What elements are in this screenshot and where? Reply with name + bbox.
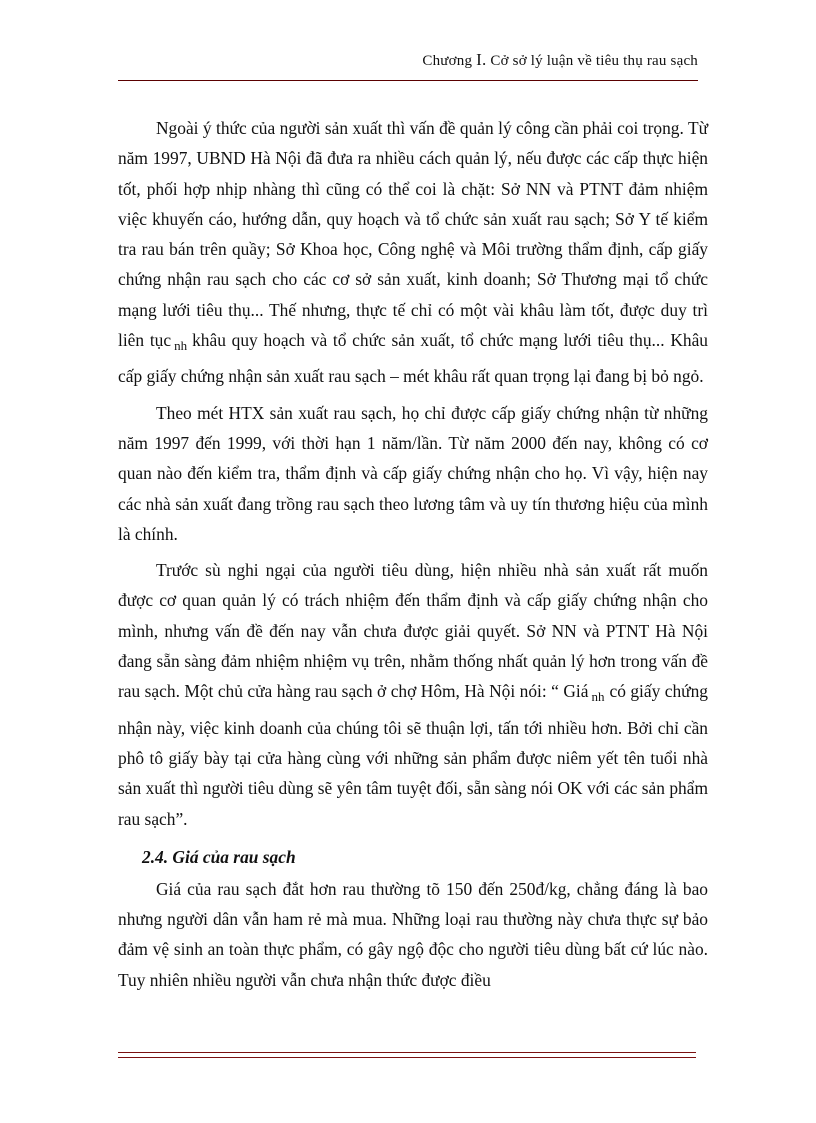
chapter-title: Cở sở lý luận về tiêu thụ rau sạch [490, 53, 698, 69]
paragraph-consumer-concern-text-a: Trước sù nghi ngại của người tiêu dùng, hiện nhiều nhà sản xuất rất muốn được cơ quan quản lý có trách nhiệm đến thẩm định và cấp giấy chứng nhận cho mình, nhưng vấn đề đến nay vẫn chưa được giải quyết. Sở NN và PTNT Hà Nội đang sẵn sàng đảm nhiệm nhiệm vụ trên, nhằm thống nhất quản lý hơn trong vấn đề rau sạch. Một chủ cửa hàng rau sạch ở chợ Hôm, Hà Nội nói: “ Giá [118, 560, 708, 702]
paragraph-management [118, 113, 708, 392]
paragraph-management-artifact: nh [174, 338, 188, 354]
paragraph-consumer-concern [118, 555, 708, 834]
chapter-prefix: Chương [422, 53, 473, 69]
paragraph-management-text-a: Ngoài ý thức của người sản xuất thì vấn đề quản lý công cần phải coi trọng. Từ năm 1997, UBND Hà Nội đã đưa ra nhiều cách quản lý, nếu được các cấp thực hiện tốt, phối hợp nhịp nhàng thì cũng có thể coi là chặt: Sở NN và PTNT đảm nhiệm việc khuyến cáo, hướng dẫn, quy hoạch và tổ chức sản xuất rau sạch; Sở Y tế kiểm tra rau bán trên quầy; Sở Khoa học, Công nghệ và Môi trường thẩm định, cấp giấy chứng nhận rau sạch cho các cơ sở sản xuất, kinh doanh; Sở Thương mại tổ chức mạng lưới tiêu thụ... Thế nhưng, thực tế chỉ có một vài khâu làm tốt, được duy trì liên tục [118, 118, 708, 351]
header-rule [118, 80, 698, 81]
paragraph-management-text-b: khâu quy hoạch và tổ chức sản xuất, tổ chức mạng lưới tiêu thụ... Khâu cấp giấy chứng nhận sản xuất rau sạch – mét khâu rất quan trọng lại đang bị bỏ ngỏ. [118, 330, 708, 387]
body-text [118, 113, 708, 995]
paragraph-consumer-concern-artifact: nh [591, 689, 605, 705]
running-header [118, 50, 698, 70]
paragraph-price: Giá của rau sạch đắt hơn rau thường tõ 150 đến 250đ/kg, chẳng đáng là bao nhưng người dân vẫn ham rẻ mà mua. Những loại rau thường này chưa thực sự bảo đảm vệ sinh an toàn thực phẩm, có gây ngộ độc cho người tiêu dùng bất cứ lúc nào. Tuy nhiên nhiều người vẫn chưa nhận thức được điều [118, 878, 708, 990]
paragraph-cooperative: Theo mét HTX sản xuất rau sạch, họ chỉ được cấp giấy chứng nhận từ những năm 1997 đến 1999, với thời hạn 1 năm/lần. Từ năm 2000 đến nay, không có cơ quan nào đến kiểm tra, thẩm định và cấp giấy chứng nhận cho họ. Vì vậy, hiện nay các nhà sản xuất đang trồng rau sạch theo lương tâm và uy tín thương hiệu của mình là chính. [118, 402, 708, 544]
paragraph-consumer-concern-text-b: có giấy chứng nhận này, việc kinh doanh của chúng tôi sẽ thuận lợi, tấn tới nhiều hơn. Bởi chỉ cần phô tô giấy bày tại cửa hàng cùng với những sản phẩm được niêm yết tên tuổi nhà sản xuất thì người tiêu dùng sẽ yên tâm tuyệt đối, sẵn sàng nói OK với các sản phẩm rau sạch”. [118, 681, 708, 829]
section-heading-price: 2.4. Giá của rau sạch [142, 846, 296, 867]
chapter-roman-numeral: I. [476, 50, 487, 69]
footer-double-rule [118, 1052, 696, 1058]
